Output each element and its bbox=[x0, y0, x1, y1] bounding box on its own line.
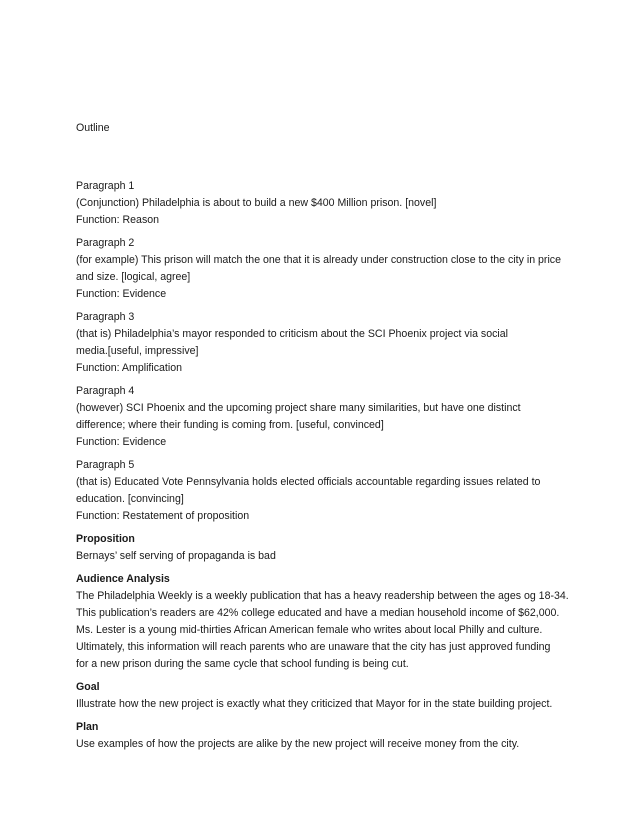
paragraph-3-block bbox=[76, 309, 576, 377]
proposition-heading: Proposition bbox=[76, 533, 135, 545]
paragraph-2-function: Function: Evidence bbox=[76, 288, 167, 300]
goal-line-1: Illustrate how the new project is exactly what they criticized that Mayor for in the state building project. bbox=[76, 698, 553, 710]
audience-analysis-line-4: Ultimately, this information will reach parents who are unaware that the city has just approved funding bbox=[76, 641, 551, 653]
paragraph-1-line-1: (Conjunction) Philadelphia is about to build a new $400 Million prison. [novel] bbox=[76, 197, 437, 209]
paragraph-1-heading: Paragraph 1 bbox=[76, 180, 135, 192]
paragraph-4-heading: Paragraph 4 bbox=[76, 385, 135, 397]
paragraph-5-heading: Paragraph 5 bbox=[76, 459, 135, 471]
audience-analysis-line-1: The Philadelphia Weekly is a weekly publication that has a heavy readership between the ages og 18-34. bbox=[76, 590, 569, 602]
audience-analysis-section bbox=[76, 571, 576, 673]
goal-heading: Goal bbox=[76, 681, 100, 693]
paragraph-4-line-1: (however) SCI Phoenix and the upcoming project share many similarities, but have one distinct bbox=[76, 402, 521, 414]
paragraph-1-block bbox=[76, 178, 576, 229]
paragraph-3-heading: Paragraph 3 bbox=[76, 311, 135, 323]
paragraph-3-line-1: (that is) Philadelphia’s mayor responded to criticism about the SCI Phoenix project via social bbox=[76, 328, 509, 340]
paragraph-5-block bbox=[76, 457, 576, 525]
audience-analysis-line-2: This publication’s readers are 42% college educated and have a median household income of $62,000. bbox=[76, 607, 560, 619]
plan-heading: Plan bbox=[76, 721, 99, 733]
audience-analysis-line-3: Ms. Lester is a young mid-thirties African American female who writes about local Philly and culture. bbox=[76, 624, 543, 636]
goal-section bbox=[76, 679, 576, 713]
outline-title: Outline bbox=[76, 122, 110, 134]
paragraph-4-block bbox=[76, 383, 576, 451]
paragraph-5-line-1: (that is) Educated Vote Pennsylvania holds elected officials accountable regarding issues related to bbox=[76, 476, 541, 488]
paragraph-2-heading: Paragraph 2 bbox=[76, 237, 135, 249]
proposition-line-1: Bernays’ self serving of propaganda is bad bbox=[76, 550, 276, 562]
audience-analysis-line-5: for a new prison during the same cycle that school funding is being cut. bbox=[76, 658, 409, 670]
plan-line-1: Use examples of how the projects are alike by the new project will receive money from the city. bbox=[76, 738, 520, 750]
paragraph-4-function: Function: Evidence bbox=[76, 436, 167, 448]
paragraph-1-function: Function: Reason bbox=[76, 214, 160, 226]
audience-analysis-heading: Audience Analysis bbox=[76, 573, 170, 585]
proposition-section bbox=[76, 531, 576, 565]
spacer bbox=[76, 137, 576, 178]
paragraph-2-line-2: and size. [logical, agree] bbox=[76, 271, 191, 283]
paragraph-2-line-1: (for example) This prison will match the one that it is already under construction close to the city in price bbox=[76, 254, 561, 266]
paragraph-3-line-2: media.[useful, impressive] bbox=[76, 345, 199, 357]
paragraph-3-function: Function: Amplification bbox=[76, 362, 182, 374]
document-page bbox=[76, 120, 576, 759]
paragraph-4-line-2: difference; where their funding is coming from. [useful, convinced] bbox=[76, 419, 384, 431]
paragraph-5-line-2: education. [convincing] bbox=[76, 493, 184, 505]
paragraph-2-block bbox=[76, 235, 576, 303]
paragraph-5-function: Function: Restatement of proposition bbox=[76, 510, 250, 522]
plan-section bbox=[76, 719, 576, 753]
